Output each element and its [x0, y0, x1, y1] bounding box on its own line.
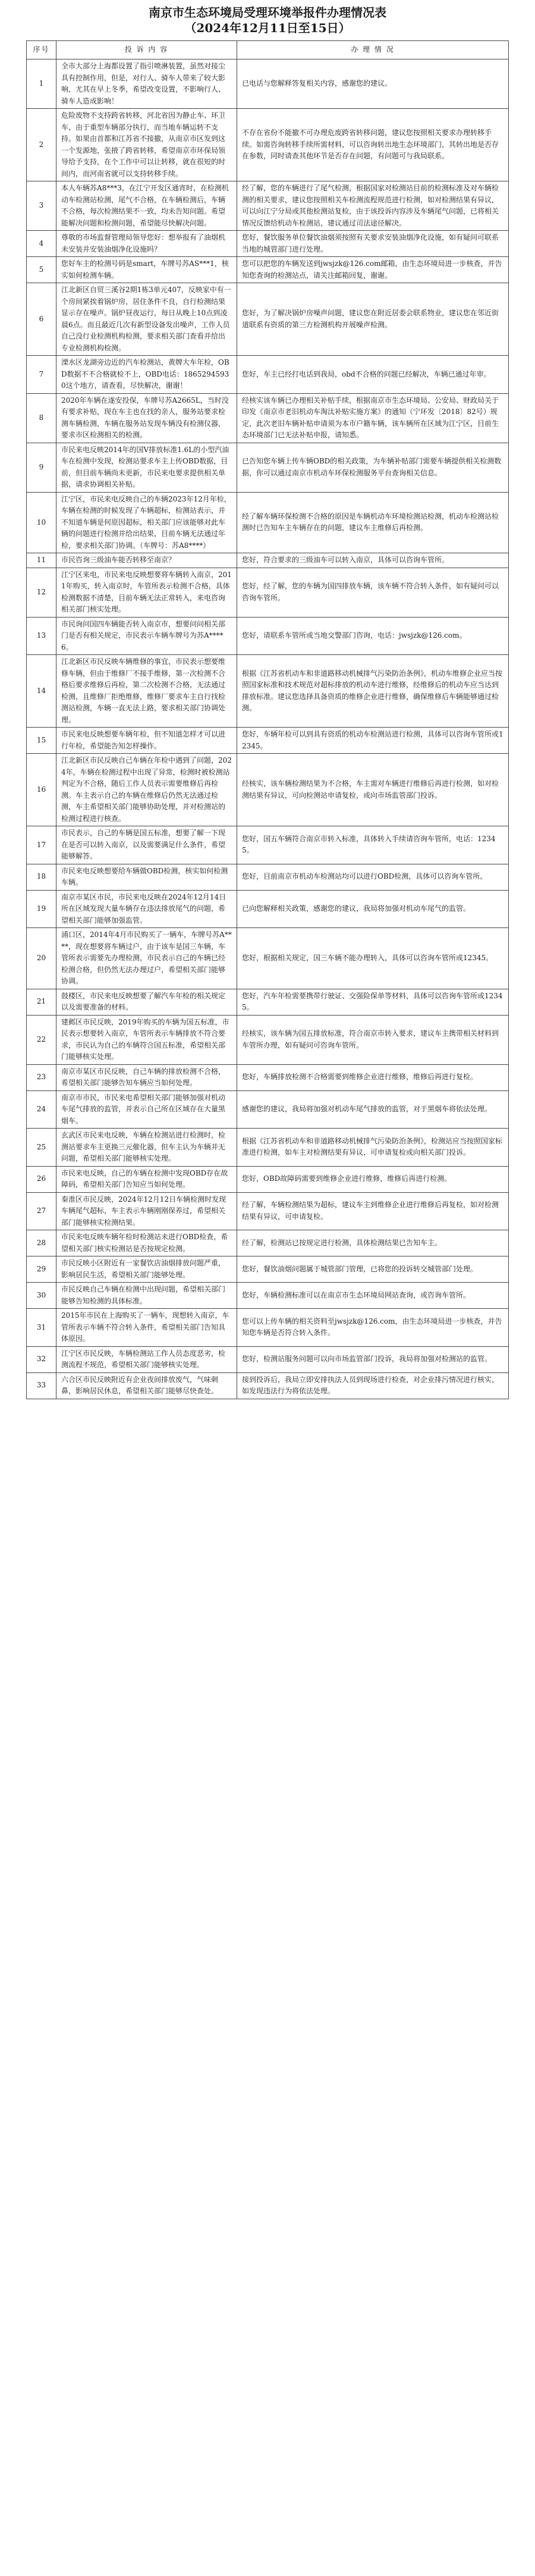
table-row — [27, 109, 509, 181]
table-body — [27, 59, 509, 1399]
response-text: 您好，根据相关规定，国三车辆不能办理转入，具体可以咨询车管所或12345。 — [237, 928, 509, 989]
response-text: 经核实该车辆已办理相关补贴手续，根据南京市生态环境局、公安局、财政局关于印发《南京市老旧机动车淘汰补贴实施方案》的通知（宁环发〔2018〕82号）规定，此次老旧车辆补贴申请须为本市户籍车辆，该车辆所在区域为江宁区，目前生态环境部门已无法补贴申报，请知悉。 — [237, 393, 509, 443]
complaint-text: 危险废物不支持跨省转移，河北省因为静止车、环卫车，由于重型车辆部分执行，而当地车辆运转不支持。如果由首都和江苏省不接撤，从南京市区发到这一个发源地，张掖了跨省转移，希望南京市环保局领导给予支持，在个工作中可以让转移，就在很短的时间内，而河南省就可以支持转移手续。 — [56, 109, 237, 181]
page-title: 南京市生态环境局受理环境举报件办理情况表 — [149, 5, 386, 20]
table-row — [27, 393, 509, 443]
table-row — [27, 181, 509, 231]
complaint-text: 全市大部分上海都设置了指引喷淋装置，虽然对接尘具有控制作用，但是，对行人、骑车人带来了较大影响，尤其在早上冬季，希望改变设置，不影响行人、骑车人造成影响！ — [56, 59, 237, 109]
row-number: 9 — [27, 443, 56, 492]
response-text: 不存在省份不能撤不可办理危废跨省转移问题，建议您按照相关要求办理转移手续。如需咨询转移手续所需材料，可以咨询转出地生态环境部门，其转出地是否存在参数，同时请查其他环节是否存在问题，有问题可与我局联系。 — [237, 109, 509, 181]
response-text: 您好，OBD故障码需要到维修企业进行维修，维修后再进行检测。 — [237, 1166, 509, 1192]
row-number: 20 — [27, 928, 56, 989]
complaint-text: 市民来电反映想要给车辆做OBD检测，核实如何检测车辆。 — [56, 864, 237, 890]
response-text: 您好，符合要求的三级油车可以转入南京，具体可以咨询车管所。 — [237, 553, 509, 568]
table-row — [27, 231, 509, 257]
complaint-text: 市民来电反映车辆年检时检测站未进行OBD检查，希望相关部门核实检测站是否按规定检测。 — [56, 1230, 237, 1256]
response-text: 经了解，您的车辆进行了尾气检测，根据国家对检测站目前的检测标准及对车辆检测的相关要求，建议您按照相关车检测流程规范进行检测，如对检测结果有异议，可以向江宁分局或其他检测站复检，由于该投诉内容涉及车辆尾气问题，已将相关情况反馈给机动车检测站，建议通过司法途径解决。 — [237, 181, 509, 231]
response-text: 您好，经了解，您的车辆为国四排放车辆，该车辆不符合转入条件，如有疑问可以咨询车管所。 — [237, 568, 509, 617]
row-number: 8 — [27, 393, 56, 443]
table-row — [27, 1090, 509, 1129]
response-text: 已向您解释相关政策，感谢您的建议，我局将加强对机动车尾气的监管。 — [237, 890, 509, 928]
response-text: 您好，国五车辆符合南京市转入标准，具体转入手续请咨询车管所，电话：12345。 — [237, 826, 509, 864]
row-number: 23 — [27, 1064, 56, 1090]
row-number: 19 — [27, 890, 56, 928]
complaint-text: 市民反映自己车辆在检测中出现问题，希望相关部门能够告知检测的具体标准。 — [56, 1283, 237, 1309]
response-text: 您可以上传车辆的相关资料至jwsjzk@126.com，由生态环境局进一步核查，并告知您车辆是否符合转入条件。 — [237, 1309, 509, 1347]
table-row — [27, 655, 509, 728]
page-subtitle: （2024年12月11日至15日） — [184, 21, 351, 35]
response-text: 您好，车辆排放检测不合格需要到维修企业进行维修，维修后再进行复检。 — [237, 1064, 509, 1090]
complaint-text: 2020年车辆在遂安投保，车牌号苏A2665L，当时没有要求补贴，现在车主也在找的亲人，服务站要求检测车辆检测，车辆在服务站发现车辆没有检测仪器，要求市区检测相关的检测。 — [56, 393, 237, 443]
row-number: 10 — [27, 492, 56, 553]
row-number: 11 — [27, 553, 56, 568]
complaint-text: 市民来电反映想要车辆年检，但不知道怎样才可以进行年检，希望能告知怎样操作。 — [56, 728, 237, 754]
row-number: 1 — [27, 59, 56, 109]
response-text: 您好，为了解决锅炉房噪声问题，建议您在附近居委会联系物业，建议您在邻近街道联系有资质的第三方检测机构开展噪声检测。 — [237, 283, 509, 356]
row-number: 13 — [27, 617, 56, 655]
table-row — [27, 1064, 509, 1090]
row-number: 5 — [27, 257, 56, 283]
header-complaint: 投 诉 内 容 — [56, 41, 237, 59]
table-row — [27, 826, 509, 864]
table-row — [27, 989, 509, 1015]
row-number: 3 — [27, 181, 56, 231]
complaint-text: 建邺区市民反映，2019年购买的车辆为国五标准，市民表示想要转入南京，车管所表示车辆排放不符合要求，市民认为自己的车辆符合国五标准，希望相关部门能够核实处理。 — [56, 1015, 237, 1064]
complaint-text: 浦口区，2014年4月市民购买了一辆车，车牌号苏A****，现在想要将车辆过户，由于该车是国三车辆，车管所表示需要先办理检测，市民表示自己的车辆已经检测合格，但仍然无法办理过户，希望相关部门能够协调。 — [56, 928, 237, 989]
row-number: 21 — [27, 989, 56, 1015]
complaint-text: 市民表示，自己的车辆是国五标准，想要了解一下现在是否可以转入南京，以及需要满足什么条件，希望能够解答。 — [56, 826, 237, 864]
complaint-text: 南京市某区市民反映，自己车辆的排放检测不合格，希望相关部门能够告知车辆应当如何处理。 — [56, 1064, 237, 1090]
complaint-text: 溧水区龙湖旁边近的汽车检测站，黄牌大车年检，OBD数据不不合格就检不上，OBD电话：18652945930这个地方，请查看，尽快解决，谢谢！ — [56, 356, 237, 394]
complaint-text: 江北新区市民反映自己车辆在年检中遇到了问题，2024年，车辆在检测过程中出现了异常，检测时被检测站判定为不合格，随后工作人员表示需要维修后再检测。车主表示自己的车辆在维修后仍然无法通过检测，车主希望相关部门能够协助处理，并对检测站的检测过程进行核查。 — [56, 754, 237, 826]
table-row — [27, 568, 509, 617]
row-number: 25 — [27, 1129, 56, 1167]
table-row — [27, 617, 509, 655]
row-number: 15 — [27, 728, 56, 754]
response-text: 您好，餐饮油烟问题属于城管部门管理，已将您的投诉转交城管部门处理。 — [237, 1256, 509, 1283]
complaint-text: 市民咨询三级油车能否转移至南京？ — [56, 553, 237, 568]
table-row — [27, 492, 509, 553]
table-row — [27, 1129, 509, 1167]
table-row — [27, 1230, 509, 1256]
row-number: 27 — [27, 1192, 56, 1230]
table-row — [27, 864, 509, 890]
response-text: 经了解，车辆检测结果为超标，建议车主到维修企业进行维修后再复检，如对检测结果有异议，可申请复检。 — [237, 1192, 509, 1230]
response-text: 您好，餐饮服务单位餐饮油烟须按照有关要求安装油烟净化设施，如有疑问可联系当地的城管部门进行处理。 — [237, 231, 509, 257]
complaint-text: 江宁区市民反映，车辆检测站工作人员态度恶劣，检测流程不规范，希望相关部门能够核实处理。 — [56, 1346, 237, 1372]
complaint-text: 江北新区市民反映车辆维修的事宜，市民表示想要维修车辆，但由于维修厂不接手维修，第一次检测不合格后要求维修后再检，第二次检测不合格，无法通过检测，且维修厂拒绝维修，维修厂要求车主自行找检测站检测，车辆一直无法上路，要求相关部门协调处理。 — [56, 655, 237, 728]
row-number: 14 — [27, 655, 56, 728]
row-number: 16 — [27, 754, 56, 826]
complaint-text: 市民反映小区附近有一家餐饮店油烟排放问题严重，影响居民生活，希望相关部门能够处理。 — [56, 1256, 237, 1283]
table-row — [27, 890, 509, 928]
row-number: 31 — [27, 1309, 56, 1347]
row-number: 17 — [27, 826, 56, 864]
response-text: 您好，汽车年检需要携带行驶证、交强险保单等材料，具体可以咨询车管所或12345。 — [237, 989, 509, 1015]
table-row — [27, 1256, 509, 1283]
complaint-text: 2015年市民在上海购买了一辆车，现想转入南京，车管所表示车辆不符合转入条件，希望相关部门告知具体原因。 — [56, 1309, 237, 1347]
header-response: 办 理 情 况 — [237, 41, 509, 59]
response-text: 您好，检测站服务问题可以向市场监管部门投诉，我局将加强对检测站的监管。 — [237, 1346, 509, 1372]
report-table — [26, 40, 509, 1399]
row-number: 7 — [27, 356, 56, 394]
row-number: 28 — [27, 1230, 56, 1256]
response-text: 您好，请联系车管所或当地交警部门咨询，电话：jwsjzk@126.com。 — [237, 617, 509, 655]
response-text: 您好，车辆检测标准可以在南京市生态环境局网站查询，或咨询车管所。 — [237, 1283, 509, 1309]
row-number: 26 — [27, 1166, 56, 1192]
response-text: 经核实，该车辆为国五排放标准，符合南京市转入要求，建议车主携带相关材料到车管所办理，如有疑问可咨询车管所。 — [237, 1015, 509, 1064]
complaint-text: 秦淮区市民反映，2024年12月12日车辆检测时发现车辆尾气超标，车主表示车辆刚刚保养过，希望相关部门能够核实检测结果。 — [56, 1192, 237, 1230]
complaint-text: 市民询问国四车辆能否转入南京市，想要问问相关部门是否有相关规定，市民表示车辆车牌号为苏A****6。 — [56, 617, 237, 655]
row-number: 22 — [27, 1015, 56, 1064]
response-text: 您好，车辆年检可以到具有资质的机动车检测站进行检测，具体可以咨询车管所或12345。 — [237, 728, 509, 754]
table-row — [27, 283, 509, 356]
complaint-text: 玄武区市民来电反映，车辆在检测站进行检测时，检测站要求车主更换三元催化器，但车主认为车辆并无问题，希望相关部门能够核实处理。 — [56, 1129, 237, 1167]
response-text: 已告知您车辆上传车辆OBD的相关政策，为车辆补贴部门需要车辆提供相关检测数据，你可以通过南京市机动车环保检测服务平台查询相关信息。 — [237, 443, 509, 492]
complaint-text: 您好车主的检测号码是smart，车牌号苏AS***1，核实如何检测车辆。 — [56, 257, 237, 283]
row-number: 4 — [27, 231, 56, 257]
table-row — [27, 1309, 509, 1347]
table-row — [27, 1166, 509, 1192]
table-row — [27, 1372, 509, 1399]
row-number: 24 — [27, 1090, 56, 1129]
table-row — [27, 356, 509, 394]
row-number: 32 — [27, 1346, 56, 1372]
response-text: 感谢您的建议，我局将加强对机动车尾气排放的监管，对于黑烟车将依法处理。 — [237, 1090, 509, 1129]
table-row — [27, 754, 509, 826]
complaint-text: 市民来电反映，自己的车辆在检测中发现OBD存在故障码，希望相关部门告知应当如何处理。 — [56, 1166, 237, 1192]
table-row — [27, 443, 509, 492]
complaint-text: 江宁区，市民来电反映自己的车辆2023年12月年检，车辆在检测的时候发现了车辆超标，检测站表示，并不知道车辆是何原因超标，相关部门应该能够对此车辆的问题进行检测并给出结果，目前车辆无法通过年检，要求相关部门协调。（车牌号：苏A8****） — [56, 492, 237, 553]
response-text: 经核实，该车辆检测结果为不合格，车主需对车辆进行维修后再进行检测，如对检测结果有异议，可向检测站申请复检，或向市场监管部门投诉。 — [237, 754, 509, 826]
table-row — [27, 1192, 509, 1230]
complaint-text: 鼓楼区，市民来电反映想要了解汽车年检的相关规定以及需要准备的材料。 — [56, 989, 237, 1015]
response-text: 已电话与您解释答复相关内容，感谢您的建议。 — [237, 59, 509, 109]
row-number: 30 — [27, 1283, 56, 1309]
response-text: 经了解，检测站已按规定进行检测，具体检测结果已告知车主。 — [237, 1230, 509, 1256]
response-text: 您可以把您的车辆发送到jwsjzk@126.com邮箱，由生态环境局进一步核查，并告知您查询的检测站点，请关注邮箱回复，谢谢。 — [237, 257, 509, 283]
table-header-row — [27, 41, 509, 59]
complaint-text: 南京市某区市民，市民来电反映在2024年12月14日所在区域发现大量车辆存在违法排放尾气的问题，希望相关部门能够加强监管。 — [56, 890, 237, 928]
table-row — [27, 1346, 509, 1372]
row-number: 2 — [27, 109, 56, 181]
row-number: 29 — [27, 1256, 56, 1283]
table-row — [27, 257, 509, 283]
row-number: 18 — [27, 864, 56, 890]
response-text: 根据《江苏省机动车和非道路移动机械排气污染防治条例》，检测站应当按照国家标准进行检测，如车主对检测结果有异议，可申请复检或向相关部门投诉。 — [237, 1129, 509, 1167]
complaint-text: 江宁区来电，市民来电反映想要将车辆转入南京，2011年购买，转入南京时，车管所表示检测不合格，具体检测数据不清楚，目前车辆无法正常转入，来电咨询相关部门核实处理。 — [56, 568, 237, 617]
response-text: 您好，车主已经打电话到我局，obd不合格的问题已经解决，车辆已通过年审。 — [237, 356, 509, 394]
row-number: 12 — [27, 568, 56, 617]
row-number: 6 — [27, 283, 56, 356]
table-row — [27, 1283, 509, 1309]
complaint-text: 本人车辆苏A8***3，在江宁开发区通宵时，在检测机动车检测站检测，尾气不合格，在车辆检测后，车辆不合格，每次检测结果不一致，均未告知问题。希望能解决问题和检测问题，希望能尽快解决问题。 — [56, 181, 237, 231]
table-row — [27, 728, 509, 754]
row-number: 33 — [27, 1372, 56, 1399]
response-text: 接到投诉后，我局立即安排执法人员到现场进行检查，对企业排污情况进行核实，如发现违法行为将依法处理。 — [237, 1372, 509, 1399]
complaint-text: 南京市市民，市民来电希望相关部门能够加强对机动车尾气排放的监管，并表示自己所在区域存在大量黑烟车。 — [56, 1090, 237, 1129]
table-row — [27, 553, 509, 568]
response-text: 您好，目前南京市机动车检测站均可以进行OBD检测，具体可以咨询车管所。 — [237, 864, 509, 890]
table-row — [27, 59, 509, 109]
complaint-text: 尊敬的市场监督管理局领导您好：想举报有了油烟机未安装并安装油烟净化设施吗？ — [56, 231, 237, 257]
table-row — [27, 1015, 509, 1064]
header-no: 序号 — [27, 41, 56, 59]
complaint-text: 江北新区自贸三溪谷2期1栋3单元407，反映家中有一个房间紧挨着锅炉房，居住条件不良，自行检测结果显示存在噪声。锅炉昼夜运行，每日从晚上10点到凌晨6点。而且最近几次有新型设备发出噪声，工作人员自己没行业检测机构检测，要求相关部门查看并给出专业检测机构检测。 — [56, 283, 237, 356]
complaint-text: 六合区市民反映附近有企业夜间排放废气，气味刺鼻，影响居民休息，希望相关部门能够尽快查处。 — [56, 1372, 237, 1399]
response-text: 根据《江苏省机动车和非道路移动机械排气污染防治条例》，机动车维修企业应当按照国家标准和技术规范对超标排放的机动车进行维修，经维修后的机动车应当达到排放标准。建议您选择具备资质的维修企业进行维修，确保维修后车辆能够通过检测。 — [237, 655, 509, 728]
complaint-text: 市民来电反映2014年的国V排放标准1.6L的小型汽油车在检测中发现，检测站要求车主上传OBD数据，目前，但目前车辆尚未更新，市民来电要求提供相关单据，请求协调相关补贴。 — [56, 443, 237, 492]
response-text: 经了解车辆环保检测不合格的原因是车辆机动车环境检测站检测，机动车检测站检测时已告知车主车辆存在的问题，建议车主维修后再检测。 — [237, 492, 509, 553]
table-row — [27, 928, 509, 989]
